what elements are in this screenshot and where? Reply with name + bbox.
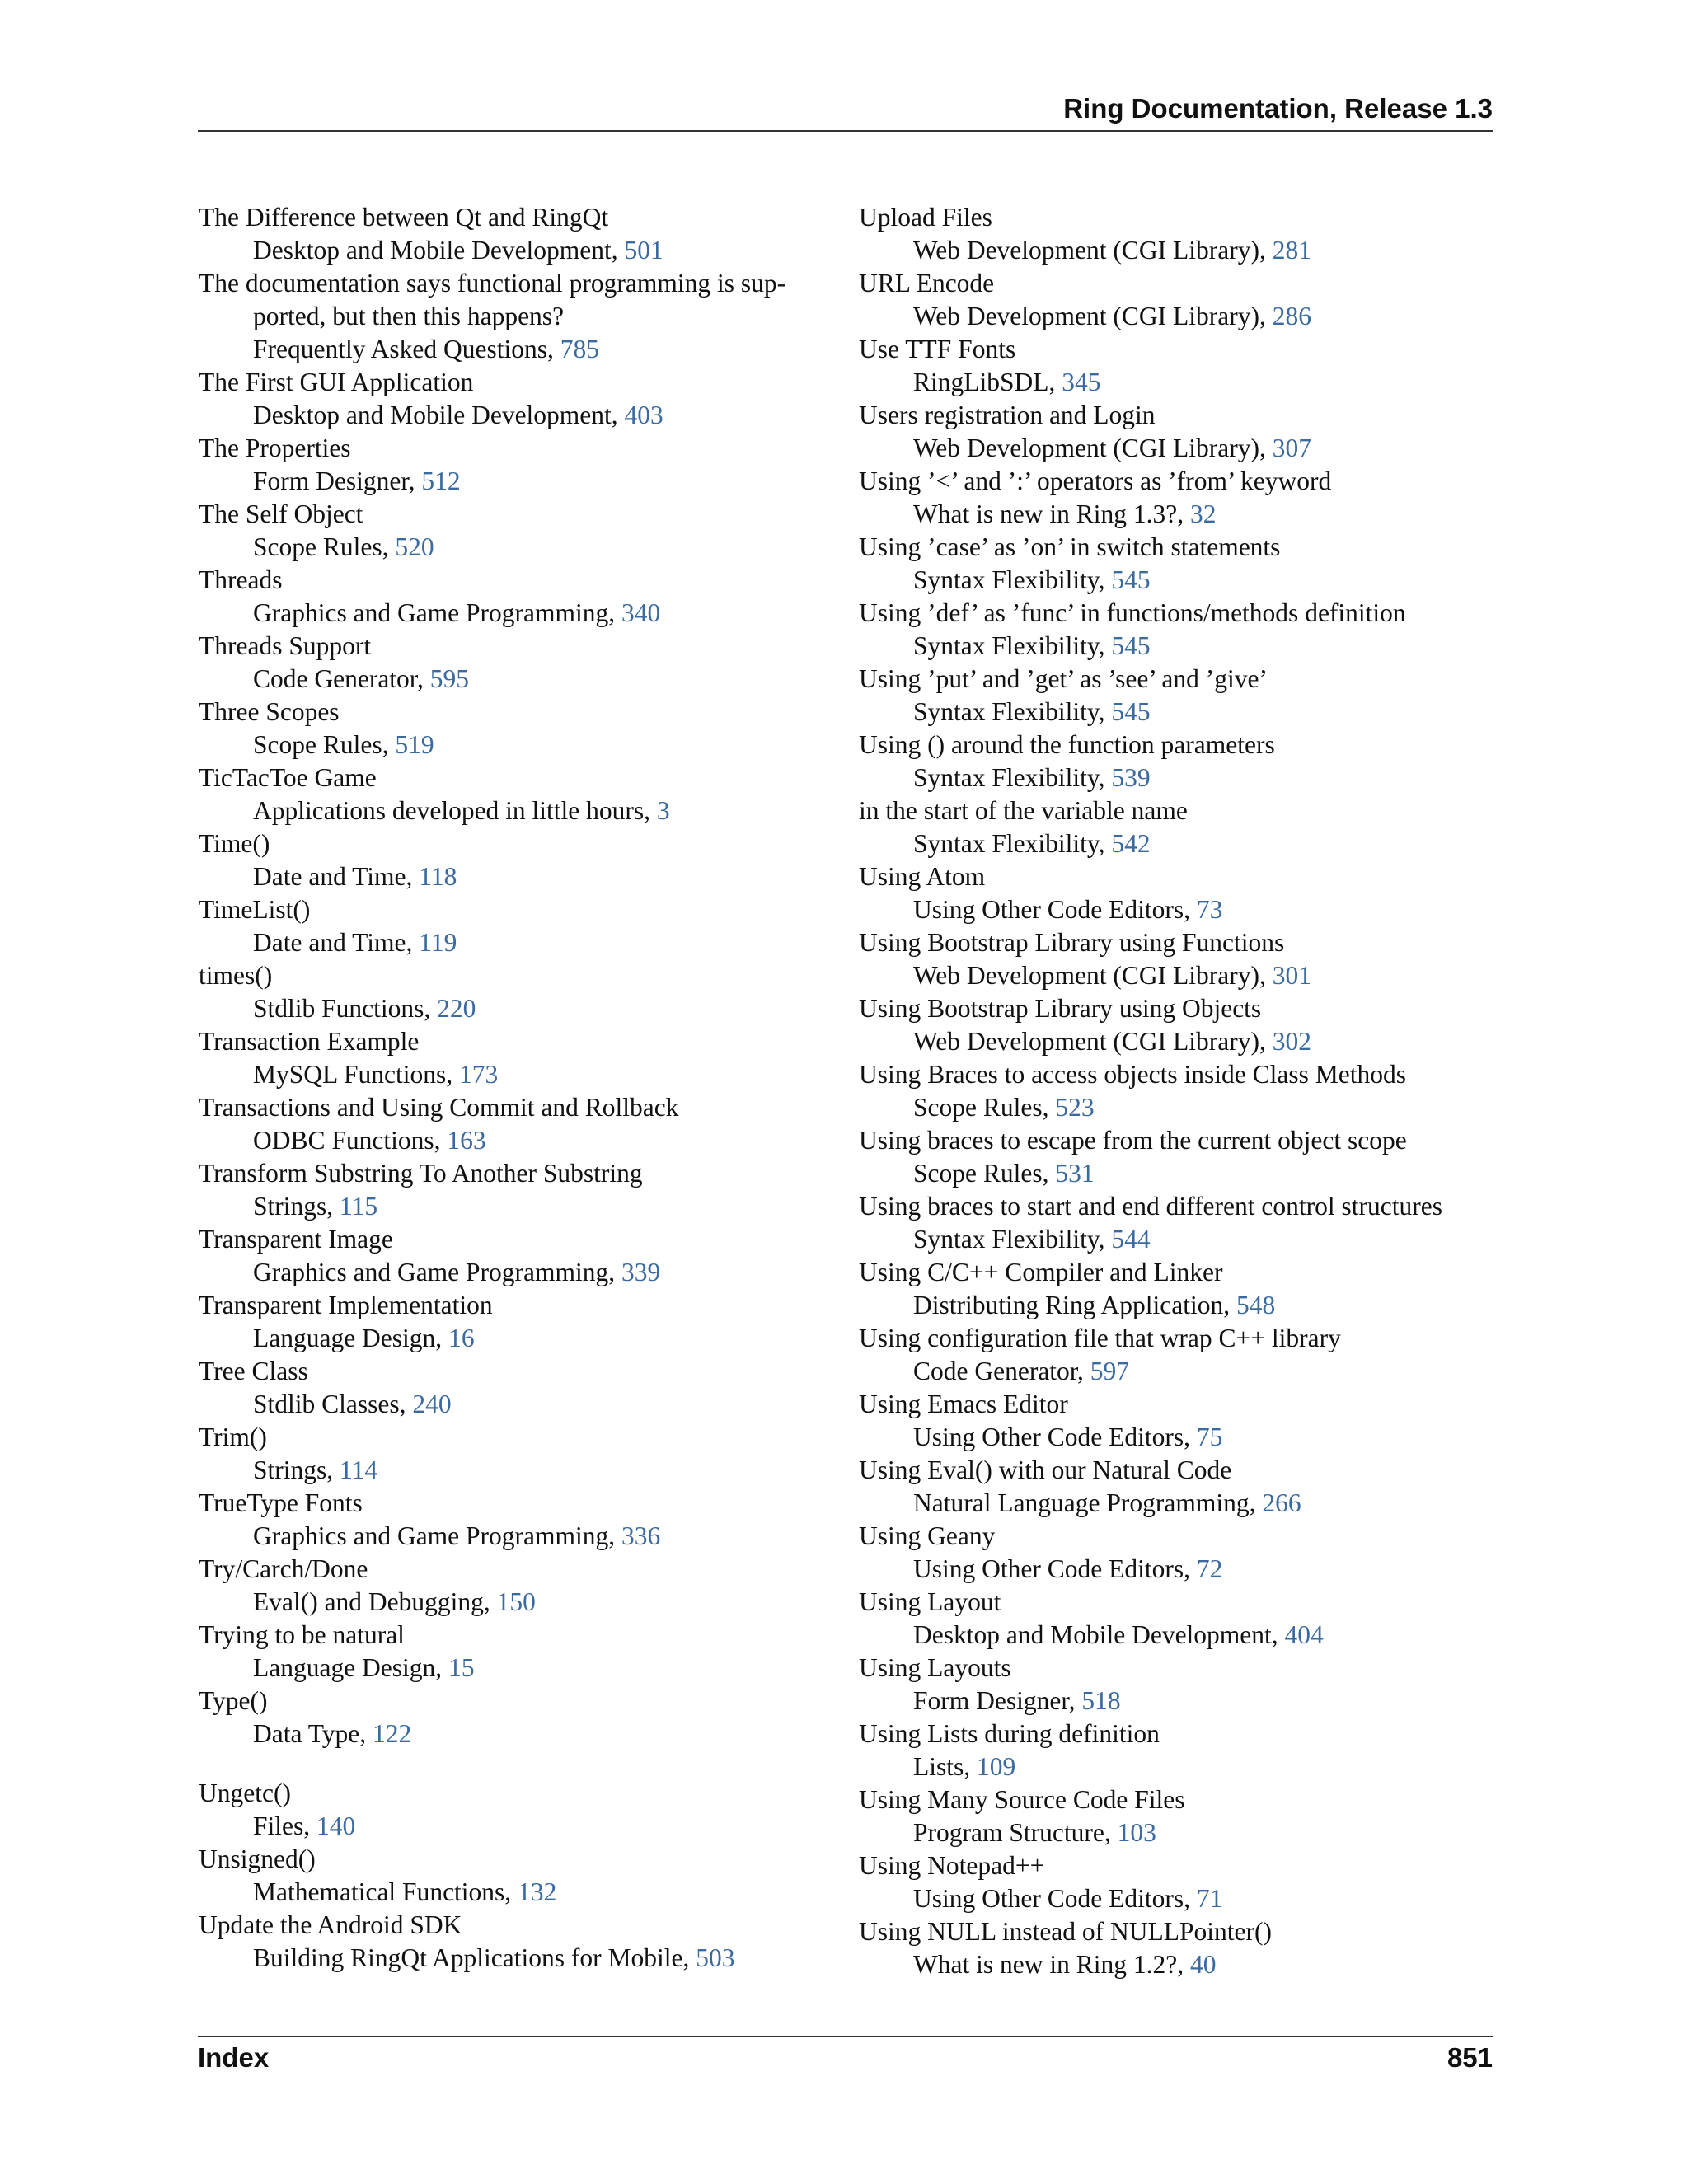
index-subentry: [859, 1553, 1502, 1586]
page-number-link[interactable]: 75: [1196, 1422, 1223, 1451]
index-subentry: [859, 1223, 1502, 1256]
page-number-link[interactable]: 503: [696, 1943, 735, 1972]
index-subentry: [859, 827, 1502, 860]
index-term: TimeList(): [199, 895, 311, 924]
index-term: Using Notepad++: [859, 1851, 1045, 1880]
subentry-label: Lists,: [913, 1752, 978, 1781]
page-number-link[interactable]: 512: [421, 466, 461, 495]
subentry-label: Scope Rules,: [253, 532, 396, 561]
subentry-label: Web Development (CGI Library),: [913, 236, 1273, 265]
index-subentry: [859, 1619, 1502, 1652]
page-number-link[interactable]: 140: [316, 1811, 356, 1840]
index-subentry: [859, 959, 1502, 992]
subentry-label: Form Designer,: [913, 1686, 1082, 1715]
page-number-link[interactable]: 520: [395, 532, 434, 561]
index-entry: [859, 663, 1502, 729]
index-subentry: [859, 300, 1502, 333]
subentry-label: Applications developed in little hours,: [253, 796, 657, 825]
subentry-label: Program Structure,: [913, 1818, 1118, 1847]
index-subentry: [199, 1586, 833, 1619]
subentry-label: Graphics and Game Programming,: [253, 1258, 622, 1286]
index-entry: [199, 1909, 833, 1975]
index-term: Transform Substring To Another Substring: [199, 1159, 643, 1188]
index-subentry: [199, 1876, 833, 1909]
page-number-link[interactable]: 73: [1196, 895, 1223, 924]
index-subentry: [199, 794, 833, 827]
index-subentry: [199, 597, 833, 630]
subentry-label: Web Development (CGI Library),: [913, 434, 1273, 462]
index-entry: [199, 1355, 833, 1421]
index-entry: [199, 1685, 833, 1750]
index-term: Transparent Image: [199, 1225, 393, 1254]
index-term: Using Atom: [859, 862, 986, 891]
index-entry: [859, 201, 1502, 267]
index-term: Using Lists during definition: [859, 1719, 1160, 1748]
index-term: Using () around the function parameters: [859, 730, 1275, 759]
page-number-link[interactable]: 404: [1284, 1620, 1324, 1649]
index-column-left: [199, 201, 833, 1975]
index-subentry: [859, 1421, 1502, 1454]
footer-rule: [198, 2036, 1493, 2037]
subentry-label: Syntax Flexibility,: [913, 697, 1112, 726]
index-term: Using C/C++ Compiler and Linker: [859, 1258, 1223, 1286]
index-entry: [859, 794, 1502, 860]
page-number-link[interactable]: 281: [1272, 236, 1311, 265]
page-number-link[interactable]: 266: [1262, 1488, 1301, 1517]
index-term: Transaction Example: [199, 1027, 420, 1056]
subentry-label: What is new in Ring 1.3?,: [913, 499, 1190, 528]
index-term: Using Bootstrap Library using Functions: [859, 928, 1285, 957]
footer-section-label: Index: [198, 2042, 270, 2073]
index-subentry: [199, 1124, 833, 1157]
index-subentry: [199, 399, 833, 432]
index-term: Three Scopes: [199, 697, 340, 726]
subentry-label: Data Type,: [253, 1719, 373, 1748]
subentry-label: Stdlib Functions,: [253, 994, 438, 1023]
index-entry: [859, 1256, 1502, 1322]
page-footer: [198, 2042, 1493, 2079]
index-entry: [859, 1718, 1502, 1783]
index-term: Upload Files: [859, 203, 992, 232]
index-term: Time(): [199, 829, 270, 858]
index-entry: [859, 465, 1502, 531]
page-number-link[interactable]: 403: [624, 401, 663, 429]
index-term: Trim(): [199, 1422, 267, 1451]
subentry-label: Scope Rules,: [913, 1093, 1056, 1122]
index-entry: [199, 696, 833, 762]
page-number-link[interactable]: 122: [373, 1719, 412, 1748]
index-term: in the start of the variable name: [859, 796, 1188, 825]
index-subentry: [859, 696, 1502, 729]
subentry-label: Language Design,: [253, 1324, 449, 1352]
index-entry: [199, 1843, 833, 1909]
index-entry: [859, 1058, 1502, 1124]
index-entry: [859, 1454, 1502, 1520]
page-number-link[interactable]: 109: [977, 1752, 1016, 1781]
index-subentry: [859, 1289, 1502, 1322]
index-entry: [859, 1915, 1502, 1981]
index-entry: [199, 1487, 833, 1553]
index-term: Threads Support: [199, 631, 372, 660]
page-number-link[interactable]: 544: [1111, 1225, 1151, 1254]
index-term: Use TTF Fonts: [859, 335, 1016, 363]
subentry-label: Natural Language Programming,: [913, 1488, 1263, 1517]
index-term: Using braces to start and end different control structures: [859, 1192, 1442, 1221]
subentry-label: MySQL Functions,: [253, 1060, 459, 1089]
index-entry: [199, 893, 833, 959]
index-subentry: [199, 1810, 833, 1843]
index-entry: [199, 201, 833, 267]
page-number-link[interactable]: 240: [412, 1390, 452, 1418]
subentry-label: Files,: [253, 1811, 317, 1840]
subentry-label: Syntax Flexibility,: [913, 1225, 1112, 1254]
running-header: Ring Documentation, Release 1.3: [1063, 93, 1493, 124]
index-term: Users registration and Login: [859, 401, 1156, 429]
index-term: Using Layouts: [859, 1653, 1011, 1682]
subentry-label: Language Design,: [253, 1653, 449, 1682]
index-term: Unsigned(): [199, 1844, 316, 1873]
subentry-label: Date and Time,: [253, 862, 420, 891]
index-term: Using Emacs Editor: [859, 1390, 1068, 1418]
index-term: times(): [199, 961, 273, 990]
page-number-link[interactable]: 71: [1196, 1884, 1223, 1913]
index-column-right: [859, 201, 1502, 1981]
index-term: Using configuration file that wrap C++ library: [859, 1324, 1341, 1352]
index-term: Using Layout: [859, 1587, 1001, 1616]
index-entry: [199, 1289, 833, 1355]
index-term: Using braces to escape from the current object scope: [859, 1126, 1407, 1155]
index-subentry: [199, 333, 833, 366]
index-subentry: [859, 762, 1502, 794]
subentry-label: Strings,: [253, 1192, 340, 1221]
page-number-link[interactable]: 545: [1111, 565, 1151, 594]
page-number-link[interactable]: 115: [340, 1192, 378, 1221]
subentry-label: What is new in Ring 1.2?,: [913, 1950, 1190, 1979]
subentry-label: Scope Rules,: [253, 730, 396, 759]
index-term: Trying to be natural: [199, 1620, 405, 1649]
index-subentry: [859, 1750, 1502, 1783]
page-number-link[interactable]: 72: [1196, 1554, 1223, 1583]
page-number-link[interactable]: 163: [447, 1126, 486, 1155]
index-entry: [199, 564, 833, 630]
index-subentry: [859, 564, 1502, 597]
index-subentry: [199, 926, 833, 959]
index-subentry: [199, 663, 833, 696]
subentry-label: Using Other Code Editors,: [913, 895, 1197, 924]
index-term: Update the Android SDK: [199, 1910, 462, 1939]
index-term: The Self Object: [199, 499, 363, 528]
subentry-label: Desktop and Mobile Development,: [913, 1620, 1285, 1649]
index-term: The First GUI Application: [199, 368, 474, 396]
page-number-link[interactable]: 539: [1111, 763, 1151, 792]
index-subentry: [859, 1025, 1502, 1058]
subentry-label: Web Development (CGI Library),: [913, 1027, 1273, 1056]
index-entry: [199, 1091, 833, 1157]
index-subentry: [859, 1157, 1502, 1190]
index-subentry: [199, 1388, 833, 1421]
page-number-link[interactable]: 16: [448, 1324, 475, 1352]
subentry-label: Eval() and Debugging,: [253, 1587, 497, 1616]
index-entry: [859, 860, 1502, 926]
subentry-label: Syntax Flexibility,: [913, 565, 1112, 594]
index-term: Tree Class: [199, 1357, 308, 1385]
index-subentry: [859, 630, 1502, 663]
page-number-link[interactable]: 119: [419, 928, 457, 957]
index-subentry: [199, 992, 833, 1025]
page-number-link[interactable]: 336: [621, 1521, 661, 1550]
index-term: Using ’def’ as ’func’ in functions/methods definition: [859, 598, 1406, 627]
index-entry: [859, 333, 1502, 399]
page-number-link[interactable]: 542: [1111, 829, 1151, 858]
index-entry: [199, 1777, 833, 1843]
index-term: Using ’<’ and ’:’ operators as ’from’ keyword: [859, 466, 1332, 495]
page-number-link[interactable]: 132: [518, 1877, 557, 1906]
index-subentry: [859, 1355, 1502, 1388]
index-entry: [859, 926, 1502, 992]
index-entry: [859, 1322, 1502, 1388]
index-term: Ungetc(): [199, 1779, 291, 1807]
index-subentry: [199, 465, 833, 498]
page-number-link[interactable]: 785: [560, 335, 599, 363]
page-number-link[interactable]: 173: [459, 1060, 499, 1089]
index-subentry: [199, 729, 833, 762]
index-subentry: [859, 1948, 1502, 1981]
subentry-label: Using Other Code Editors,: [913, 1422, 1197, 1451]
page-number-link[interactable]: 307: [1272, 434, 1311, 462]
index-subentry: [859, 234, 1502, 267]
page-number-link[interactable]: 114: [340, 1455, 378, 1484]
subentry-label: Code Generator,: [913, 1357, 1090, 1385]
footer-page-number: 851: [1447, 2042, 1493, 2073]
index-entry: [859, 1849, 1502, 1915]
index-term: The Difference between Qt and RingQt: [199, 203, 609, 232]
subentry-label: RingLibSDL,: [913, 368, 1062, 396]
subentry-label: Frequently Asked Questions,: [253, 335, 560, 363]
index-entry: [199, 1025, 833, 1091]
index-entry: [859, 597, 1502, 663]
subentry-label: Code Generator,: [253, 664, 430, 693]
page-number-link[interactable]: 548: [1236, 1291, 1276, 1319]
index-subentry: [199, 234, 833, 267]
page-number-link[interactable]: 220: [437, 994, 476, 1023]
index-entry: [859, 1520, 1502, 1586]
index-term: Try/Carch/Done: [199, 1554, 368, 1583]
page-number-link[interactable]: 545: [1111, 631, 1151, 660]
index-term: Using ’put’ and ’get’ as ’see’ and ’give’: [859, 664, 1268, 693]
index-term: Using Geany: [859, 1521, 996, 1550]
index-term: TicTacToe Game: [199, 763, 377, 792]
index-entry: [199, 267, 833, 366]
index-entry: [859, 1586, 1502, 1652]
index-subentry: [859, 498, 1502, 531]
index-term: TrueType Fonts: [199, 1488, 363, 1517]
index-subentry: [859, 1487, 1502, 1520]
index-subentry: [199, 1652, 833, 1685]
subentry-label: Syntax Flexibility,: [913, 631, 1112, 660]
index-subentry: [859, 1882, 1502, 1915]
index-entry: [859, 1124, 1502, 1190]
index-term: URL Encode: [859, 269, 995, 298]
page-number-link[interactable]: 118: [419, 862, 457, 891]
page-number-link[interactable]: 545: [1111, 697, 1151, 726]
subentry-label: Desktop and Mobile Development,: [253, 401, 625, 429]
subentry-label: Mathematical Functions,: [253, 1877, 518, 1906]
index-term: Type(): [199, 1686, 268, 1715]
index-subentry: [859, 893, 1502, 926]
index-entry: [199, 1223, 833, 1289]
index-subentry: [199, 1454, 833, 1487]
index-entry: [199, 1421, 833, 1487]
index-term: Using Eval() with our Natural Code: [859, 1455, 1232, 1484]
subentry-label: ODBC Functions,: [253, 1126, 448, 1155]
page-number-link[interactable]: 15: [448, 1653, 475, 1682]
index-entry: [199, 762, 833, 827]
index-subentry: [859, 1685, 1502, 1718]
subentry-label: Building RingQt Applications for Mobile,: [253, 1943, 696, 1972]
index-subentry: [199, 1718, 833, 1750]
index-entry: [859, 992, 1502, 1058]
subentry-label: Strings,: [253, 1455, 340, 1484]
index-subentry: [859, 366, 1502, 399]
page-number-link[interactable]: 301: [1272, 961, 1311, 990]
page-number-link[interactable]: 595: [429, 664, 470, 693]
page-number-link[interactable]: 286: [1272, 302, 1311, 330]
page-number-link[interactable]: 302: [1272, 1027, 1311, 1056]
page-number-link[interactable]: 150: [496, 1587, 536, 1616]
index-entry: [859, 1190, 1502, 1256]
index-term: Using ’case’ as ’on’ in switch statements: [859, 532, 1281, 561]
page-number-link[interactable]: 103: [1117, 1818, 1156, 1847]
index-entry: [859, 267, 1502, 333]
index-subentry: [859, 432, 1502, 465]
index-subentry: [859, 1816, 1502, 1849]
page-number-link[interactable]: 518: [1081, 1686, 1121, 1715]
index-subentry: [199, 1322, 833, 1355]
page-number-link[interactable]: 501: [624, 236, 663, 265]
index-entry: [859, 399, 1502, 465]
index-term: The Properties: [199, 434, 351, 462]
page-number-link[interactable]: 40: [1189, 1950, 1217, 1979]
index-term: Transactions and Using Commit and Rollback: [199, 1093, 679, 1122]
index-subentry: [199, 1190, 833, 1223]
page-number-link[interactable]: 339: [621, 1258, 661, 1286]
subentry-label: Form Designer,: [253, 466, 422, 495]
subentry-label: Syntax Flexibility,: [913, 829, 1112, 858]
page-number-link[interactable]: 597: [1090, 1357, 1130, 1385]
index-entry: [199, 432, 833, 498]
index-subentry: [859, 1091, 1502, 1124]
index-term: Using NULL instead of NULLPointer(): [859, 1917, 1272, 1946]
subentry-label: Distributing Ring Application,: [913, 1291, 1236, 1319]
index-entry: [199, 1157, 833, 1223]
page-number-link[interactable]: 32: [1189, 499, 1217, 528]
index-subentry: [199, 1058, 833, 1091]
index-entry: [199, 498, 833, 564]
index-subentry: [199, 531, 833, 564]
index-term: Transparent Implementation: [199, 1291, 493, 1319]
page-number-link[interactable]: 340: [621, 598, 661, 627]
index-term: The documentation says functional programming is sup- ported, but then this happens?: [199, 269, 786, 330]
subentry-label: Desktop and Mobile Development,: [253, 236, 625, 265]
subentry-label: Date and Time,: [253, 928, 420, 957]
index-term: Using Bootstrap Library using Objects: [859, 994, 1262, 1023]
subentry-label: Graphics and Game Programming,: [253, 1521, 622, 1550]
subentry-label: Web Development (CGI Library),: [913, 961, 1273, 990]
index-term: Using Braces to access objects inside Class Methods: [859, 1060, 1407, 1089]
page-number-link[interactable]: 531: [1055, 1159, 1095, 1188]
index-entry: [199, 1553, 833, 1619]
subentry-label: Graphics and Game Programming,: [253, 598, 622, 627]
index-entry: [859, 1388, 1502, 1454]
index-term: Threads: [199, 565, 283, 594]
header-rule: [198, 130, 1493, 132]
index-entry: [199, 827, 833, 893]
index-entry: [199, 366, 833, 432]
index-subentry: [199, 1942, 833, 1975]
index-entry: [199, 630, 833, 696]
index-entry: [859, 729, 1502, 794]
index-entry: [199, 1619, 833, 1685]
index-entry: [859, 531, 1502, 597]
page-number-link[interactable]: 519: [395, 730, 434, 759]
index-entry: [859, 1652, 1502, 1718]
index-entry: [199, 959, 833, 1025]
subentry-label: Using Other Code Editors,: [913, 1884, 1197, 1913]
index-subentry: [199, 1520, 833, 1553]
subentry-label: Syntax Flexibility,: [913, 763, 1112, 792]
subentry-label: Using Other Code Editors,: [913, 1554, 1197, 1583]
page-number-link[interactable]: 345: [1062, 368, 1101, 396]
index-term: Using Many Source Code Files: [859, 1785, 1185, 1814]
index-subentry: [199, 860, 833, 893]
subentry-label: Web Development (CGI Library),: [913, 302, 1273, 330]
page-number-link[interactable]: 523: [1055, 1093, 1095, 1122]
page-number-link[interactable]: 3: [656, 796, 670, 825]
index-subentry: [199, 1256, 833, 1289]
index-entry: [859, 1783, 1502, 1849]
subentry-label: Stdlib Classes,: [253, 1390, 413, 1418]
subentry-label: Scope Rules,: [913, 1159, 1056, 1188]
